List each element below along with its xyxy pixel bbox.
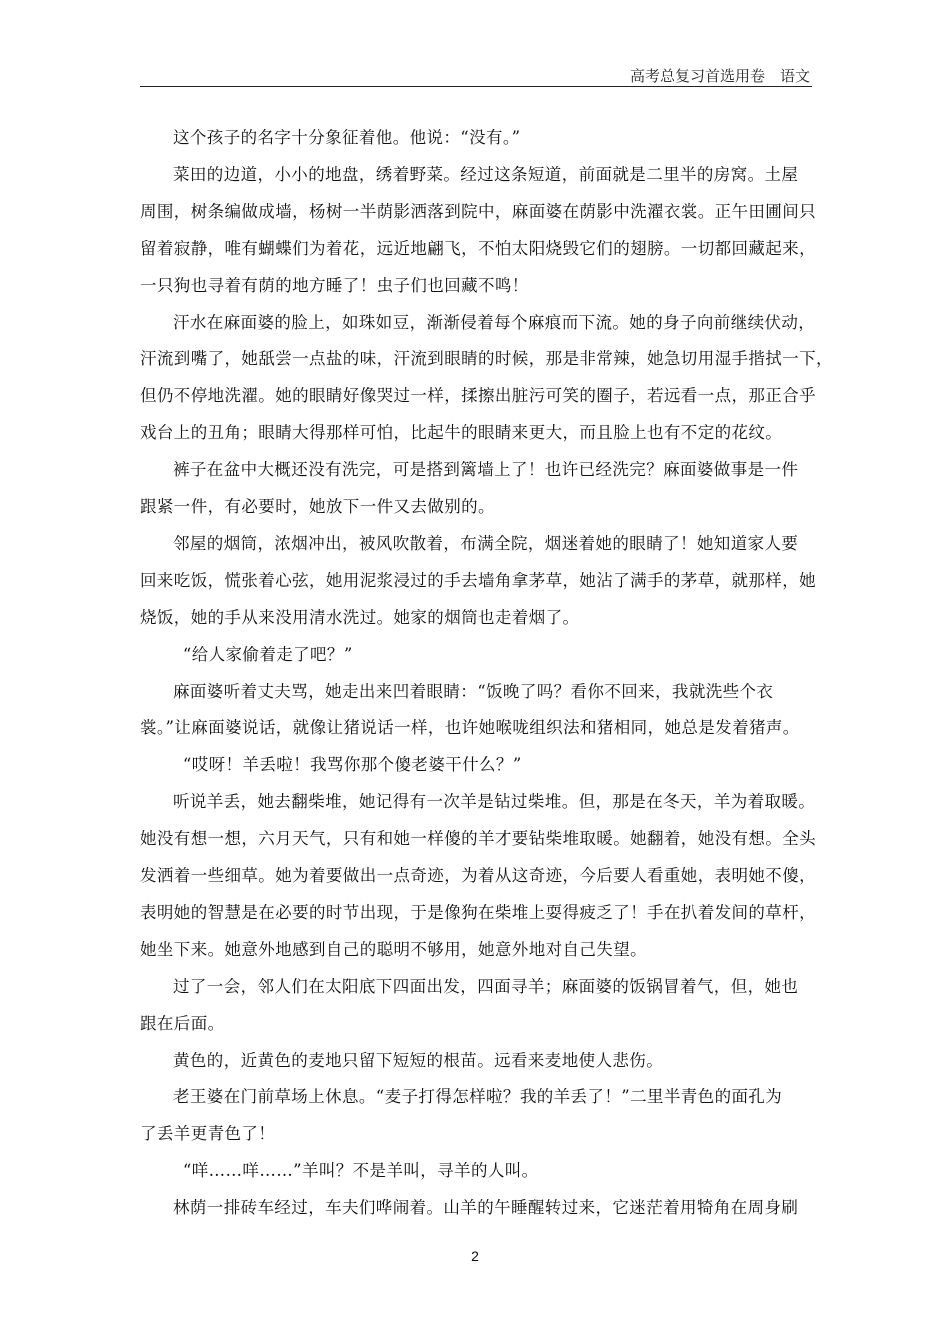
text-line: “咩……咩……”羊叫？不是羊叫，寻羊的人叫。 [182,1161,539,1181]
text-line: 菜田的边道，小小的地盘，绣着野菜。经过这条短道，前面就是二里半的房窝。土屋 [173,164,799,184]
text-line: 汗水在麻面婆的脸上，如珠如豆，渐渐侵着每个麻痕而下流。她的身子向前继续伏动， [173,312,816,332]
text-line: 老王婆在门前草场上休息。“麦子打得怎样啦？我的羊丢了！”二里半青色的面孔为 [173,1087,783,1107]
text-line: 林荫一排砖车经过，车夫们哗闹着。山羊的午睡醒转过来，它迷茫着用犄角在周身刷 [173,1198,799,1218]
text-line: 听说羊丢，她去翻柴堆，她记得有一次羊是钻过柴堆。但，那是在冬天，羊为着取暖。 [173,792,816,812]
text-line: 一只狗也寻着有荫的地方睡了！虫子们也回藏不鸣！ [140,275,529,295]
text-line: 留着寂静，唯有蝴蝶们为着花，远近地翩飞，不怕太阳烧毁它们的翅膀。一切都回藏起来， [140,238,816,258]
text-line: “给人家偷着走了吧？” [182,644,353,664]
text-line: 她坐下来。她意外地感到自己的聪明不够用，她意外地对自己失望。 [140,939,647,959]
text-line: 跟紧一件，有必要时，她放下一件又去做别的。 [140,497,495,516]
text-line: 周围，树条编做成墙，杨树一半荫影洒落到院中，麻面婆在荫影中洗濯衣裳。正午田圃间只 [140,201,816,221]
text-line: 这个孩子的名字十分象征着他。他说：“没有。” [173,128,521,147]
text-line: 裳。”让麻面婆说话，就像让猪说话一样，也许她喉咙组织法和猪相同，她总是发着猪声。 [140,718,800,738]
header-title: 高考总复习首选用卷 [629,67,765,85]
text-line: 发洒着一些细草。她为着要做出一点奇迹，为着从这奇迹，今后要人看重她，表明她不傻， [140,866,816,885]
text-line: 她没有想一想，六月天气，只有和她一样傻的羊才要钻柴堆取暖。她翻着，她没有想。全头 [140,829,816,849]
text-line: “哎呀！羊丢啦！我骂你那个傻老婆干什么？” [182,755,522,775]
text-line: 麻面婆听着丈夫骂，她走出来凹着眼睛：“饭晚了吗？看你不回来，我就洗些个衣 [173,681,774,701]
page-number: 2 [471,1248,479,1264]
header-rule [140,86,812,87]
text-line: 黄色的，近黄色的麦地只留下短短的根苗。远看来麦地使人悲伤。 [173,1050,664,1070]
text-line: 汗流到嘴了，她舐尝一点盐的味，汗流到眼睛的时候，那是非常辣，她急切用湿手揩拭一下， [140,349,833,369]
text-line: 表明她的智慧是在必要的时节出现，于是像狗在柴堆上耍得疲乏了！手在扒着发间的草杆， [140,902,816,922]
text-line: 邻屋的烟筒，浓烟冲出，被风吹散着，布满全院，烟迷着她的眼睛了！她知道家人要 [173,533,799,553]
text-line: 跟在后面。 [140,1013,225,1033]
text-line: 但仍不停地洗濯。她的眼睛好像哭过一样，揉擦出脏污可笑的圈子，若远看一点，那正合乎 [140,386,816,406]
header-subject: 语文 [779,67,810,85]
text-line: 戏台上的丑角；眼睛大得那样可怕，比起牛的眼睛来更大，而且脸上也有不定的花纹。 [140,423,783,443]
text-line: 烧饭，她的手从来没用清水洗过。她家的烟筒也走着烟了。 [140,607,580,627]
running-header [140,66,810,86]
text-line: 了丢羊更青色了！ [140,1124,276,1144]
text-line: 过了一会，邻人们在太阳底下四面出发，四面寻羊；麻面婆的饭锅冒着气，但，她也 [173,976,799,996]
text-line: 裤子在盆中大概还没有洗完，可是搭到篱墙上了！也许已经洗完？麻面婆做事是一件 [173,460,799,480]
text-line: 回来吃饭，慌张着心弦，她用泥浆浸过的手去墙角拿茅草，她沾了满手的茅草，就那样，她 [140,570,816,590]
